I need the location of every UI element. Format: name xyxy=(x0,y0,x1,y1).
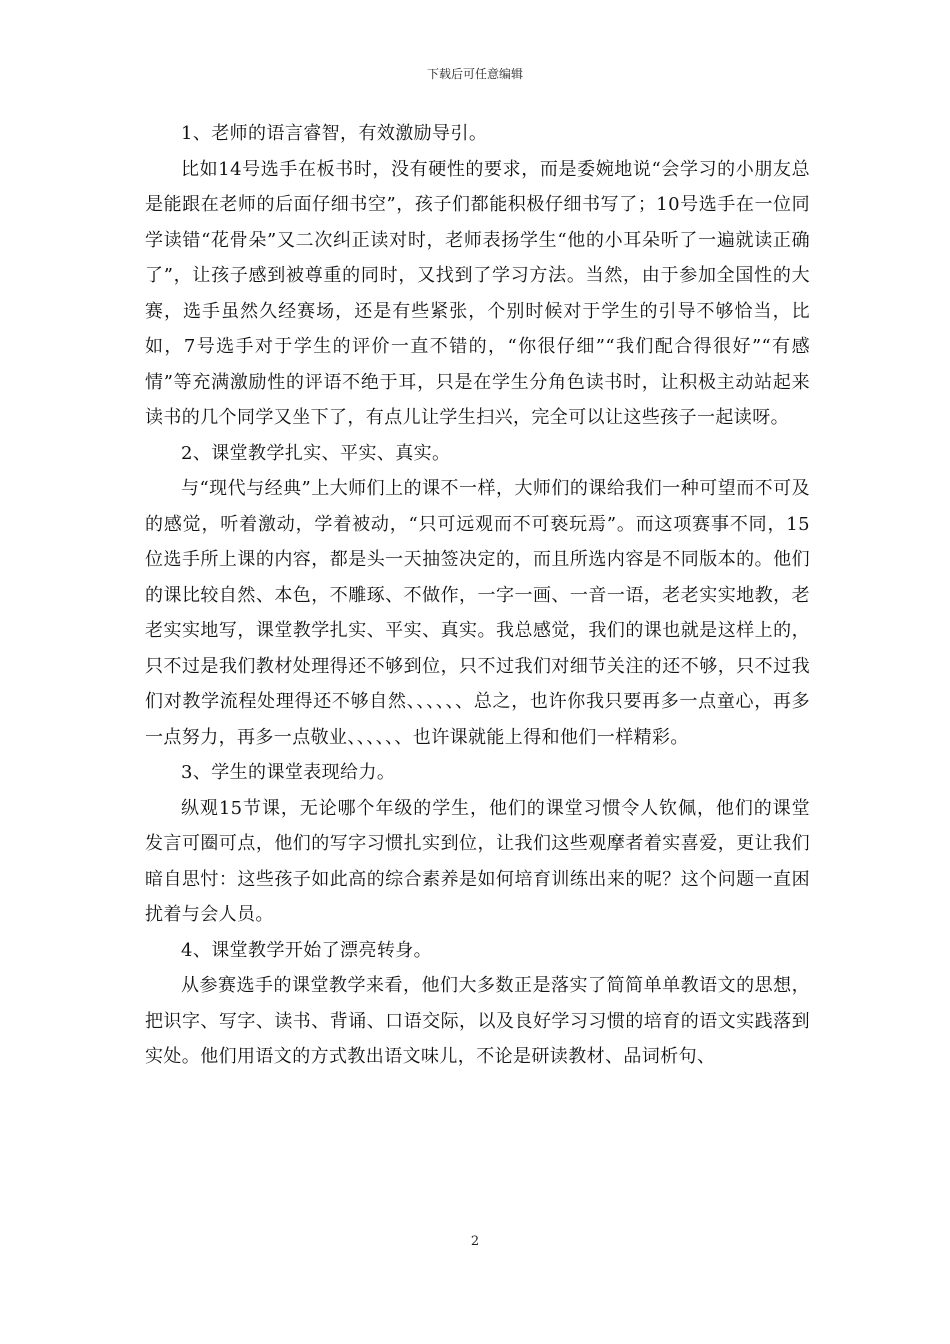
document-body xyxy=(145,116,810,1075)
section-heading-4: 4、课堂教学开始了漂亮转身。 xyxy=(181,939,433,961)
section-paragraph-1: 比如14号选手在板书时，没有硬性的要求，而是委婉地说“会学习的小朋友总是能跟在老师的后面仔细书空”，孩子们都能积极仔细书写了；10号选手在一位同学读错“花骨朵”又二次纠正读对时，老师表扬学生“他的小耳朵听了一遍就读正确了”，让孩子感到被尊重的同时，又找到了学习方法。当然，由于参加全国性的大赛，选手虽然久经赛场，还是有些紧张，个别时候对于学生的引导不够恰当，比如，7号选手对于学生的评价一直不错的，“你很仔细”“我们配合得很好”“有感情”等充满激励性的评语不绝于耳，只是在学生分角色读书时，让积极主动站起来读书的几个同学又坐下了，有点儿让学生扫兴，完全可以让这些孩子一起读呀。 xyxy=(145,158,810,428)
section-paragraph-3: 纵观15节课，无论哪个年级的学生，他们的课堂习惯令人钦佩，他们的课堂发言可圈可点，他们的写字习惯扎实到位，让我们这些观摩者着实喜爱，更让我们暗自思忖：这些孩子如此高的综合素养是如何培育训练出来的呢？这个问题一直困扰着与会人员。 xyxy=(145,797,810,925)
section-heading-2: 2、课堂教学扎实、平实、真实。 xyxy=(181,442,451,464)
page-number: 2 xyxy=(470,1234,480,1249)
section-heading-3: 3、学生的课堂表现给力。 xyxy=(181,762,396,783)
section-heading-1: 1、老师的语言睿智，有效激励导引。 xyxy=(181,123,488,144)
section-paragraph-4: 从参赛选手的课堂教学来看，他们大多数正是落实了简简单单教语文的思想，把识字、写字、读书、背诵、口语交际，以及良好学习习惯的培育的语文实践落到实处。他们用语文的方式教出语文味儿，不论是研读教材、品词析句、 xyxy=(145,975,810,1067)
page-header: 下载后可任意编辑 xyxy=(426,67,523,81)
section-paragraph-2: 与“现代与经典”上大师们上的课不一样，大师们的课给我们一种可望而不可及的感觉，听着激动，学着被动，“只可远观而不可亵玩焉”。而这项赛事不同，15位选手所上课的内容，都是头一天抽签决定的，而且所选内容是不同版本的。他们的课比较自然、本色，不雕琢、不做作，一字一画、一音一语，老老实实地教，老老实实地写，课堂教学扎实、平实、真实。我总感觉，我们的课也就是这样上的，只不过是我们教材处理得还不够到位，只不过我们对细节关注的还不够，只不过我们对教学流程处理得还不够自然、、、、、、总之，也许你我只要再多一点童心，再多一点努力，再多一点敬业、、、、、、也许课就能上得和他们一样精彩。 xyxy=(145,478,810,748)
